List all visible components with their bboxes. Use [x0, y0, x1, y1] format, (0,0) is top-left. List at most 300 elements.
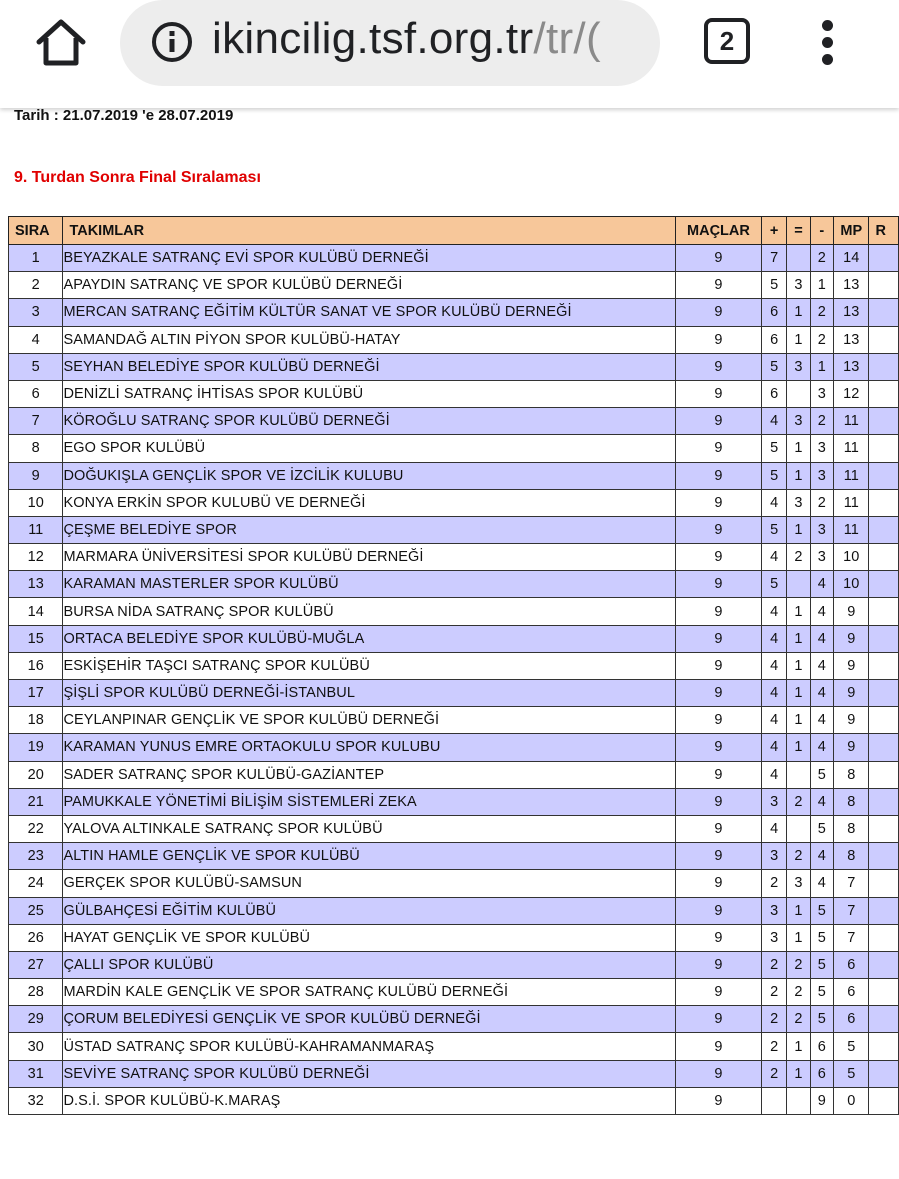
- losses-cell: 5: [810, 815, 833, 842]
- home-button[interactable]: [34, 18, 88, 68]
- r-cell: [869, 761, 899, 788]
- rank-cell: 31: [9, 1060, 63, 1087]
- header-sira: SIRA: [9, 217, 63, 245]
- match-points-cell: 5: [834, 1060, 869, 1087]
- wins-cell: 5: [761, 353, 786, 380]
- table-row: [9, 1060, 899, 1087]
- r-cell: [869, 435, 899, 462]
- losses-cell: 4: [810, 870, 833, 897]
- losses-cell: 2: [810, 245, 833, 272]
- match-points-cell: 10: [834, 571, 869, 598]
- draws-cell: 1: [787, 734, 810, 761]
- rank-cell: 29: [9, 1006, 63, 1033]
- header-mp: MP: [834, 217, 869, 245]
- r-cell: [869, 326, 899, 353]
- r-cell: [869, 680, 899, 707]
- matches-cell: 9: [675, 1006, 761, 1033]
- team-name-cell: SEYHAN BELEDİYE SPOR KULÜBÜ DERNEĞİ: [63, 353, 676, 380]
- table-row: [9, 1006, 899, 1033]
- r-cell: [869, 462, 899, 489]
- losses-cell: 2: [810, 408, 833, 435]
- draws-cell: [787, 380, 810, 407]
- table-row: [9, 408, 899, 435]
- more-vert-icon[interactable]: [818, 18, 838, 68]
- match-points-cell: 8: [834, 788, 869, 815]
- team-name-cell: ÇEŞME BELEDİYE SPOR: [63, 516, 676, 543]
- match-points-cell: 8: [834, 843, 869, 870]
- losses-cell: 4: [810, 734, 833, 761]
- match-points-cell: 6: [834, 951, 869, 978]
- match-points-cell: 11: [834, 489, 869, 516]
- wins-cell: 5: [761, 435, 786, 462]
- r-cell: [869, 1006, 899, 1033]
- team-name-cell: ESKİŞEHİR TAŞCI SATRANÇ SPOR KULÜBÜ: [63, 652, 676, 679]
- match-points-cell: 13: [834, 326, 869, 353]
- table-row: [9, 326, 899, 353]
- menu-dot: [822, 54, 833, 65]
- matches-cell: 9: [675, 897, 761, 924]
- table-row: [9, 788, 899, 815]
- rank-cell: 13: [9, 571, 63, 598]
- r-cell: [869, 571, 899, 598]
- matches-cell: 9: [675, 1033, 761, 1060]
- matches-cell: 9: [675, 245, 761, 272]
- rank-cell: 5: [9, 353, 63, 380]
- draws-cell: 1: [787, 680, 810, 707]
- section-title: 9. Turdan Sonra Final Sıralaması: [14, 169, 261, 186]
- losses-cell: 1: [810, 353, 833, 380]
- draws-cell: 1: [787, 652, 810, 679]
- r-cell: [869, 843, 899, 870]
- rank-cell: 19: [9, 734, 63, 761]
- rank-cell: 25: [9, 897, 63, 924]
- tab-count: 2: [719, 26, 735, 56]
- draws-cell: 3: [787, 870, 810, 897]
- standings-table: [8, 216, 899, 1115]
- wins-cell: 3: [761, 843, 786, 870]
- table-header-row: [9, 217, 899, 245]
- team-name-cell: MARDİN KALE GENÇLİK VE SPOR SATRANÇ KULÜBÜ DERNEĞİ: [63, 979, 676, 1006]
- rank-cell: 30: [9, 1033, 63, 1060]
- draws-cell: 1: [787, 897, 810, 924]
- draws-cell: [787, 815, 810, 842]
- team-name-cell: D.S.İ. SPOR KULÜBÜ-K.MARAŞ: [63, 1087, 676, 1114]
- losses-cell: 4: [810, 598, 833, 625]
- team-name-cell: DENİZLİ SATRANÇ İHTİSAS SPOR KULÜBÜ: [63, 380, 676, 407]
- r-cell: [869, 815, 899, 842]
- r-cell: [869, 353, 899, 380]
- draws-cell: 3: [787, 353, 810, 380]
- match-points-cell: 9: [834, 625, 869, 652]
- wins-cell: 4: [761, 734, 786, 761]
- table-row: [9, 761, 899, 788]
- wins-cell: 2: [761, 1006, 786, 1033]
- losses-cell: 5: [810, 979, 833, 1006]
- team-name-cell: MERCAN SATRANÇ EĞİTİM KÜLTÜR SANAT VE SPOR KULÜBÜ DERNEĞİ: [63, 299, 676, 326]
- header-r: R: [869, 217, 899, 245]
- team-name-cell: MARMARA ÜNİVERSİTESİ SPOR KULÜBÜ DERNEĞİ: [63, 544, 676, 571]
- team-name-cell: DOĞUKIŞLA GENÇLİK SPOR VE İZCİLİK KULUBU: [63, 462, 676, 489]
- losses-cell: 2: [810, 299, 833, 326]
- header-maclar: MAÇLAR: [675, 217, 761, 245]
- rank-cell: 9: [9, 462, 63, 489]
- matches-cell: 9: [675, 462, 761, 489]
- table-row: [9, 462, 899, 489]
- team-name-cell: GERÇEK SPOR KULÜBÜ-SAMSUN: [63, 870, 676, 897]
- table-row: [9, 1033, 899, 1060]
- url-text[interactable]: [212, 14, 601, 64]
- table-row: [9, 652, 899, 679]
- header-loss: -: [810, 217, 833, 245]
- draws-cell: 1: [787, 625, 810, 652]
- rank-cell: 12: [9, 544, 63, 571]
- team-name-cell: APAYDIN SATRANÇ VE SPOR KULÜBÜ DERNEĞİ: [63, 272, 676, 299]
- table-row: [9, 1087, 899, 1114]
- home-icon: [34, 18, 88, 68]
- draws-cell: 1: [787, 326, 810, 353]
- match-points-cell: 10: [834, 544, 869, 571]
- match-points-cell: 6: [834, 979, 869, 1006]
- matches-cell: 9: [675, 788, 761, 815]
- r-cell: [869, 245, 899, 272]
- table-row: [9, 979, 899, 1006]
- r-cell: [869, 598, 899, 625]
- draws-cell: [787, 1087, 810, 1114]
- wins-cell: [761, 1087, 786, 1114]
- team-name-cell: SEVİYE SATRANÇ SPOR KULÜBÜ DERNEĞİ: [63, 1060, 676, 1087]
- matches-cell: 9: [675, 707, 761, 734]
- matches-cell: 9: [675, 870, 761, 897]
- match-points-cell: 11: [834, 435, 869, 462]
- rank-cell: 8: [9, 435, 63, 462]
- team-name-cell: KÖROĞLU SATRANÇ SPOR KULÜBÜ DERNEĞİ: [63, 408, 676, 435]
- match-points-cell: 13: [834, 353, 869, 380]
- losses-cell: 4: [810, 652, 833, 679]
- wins-cell: 3: [761, 788, 786, 815]
- match-points-cell: 7: [834, 870, 869, 897]
- losses-cell: 3: [810, 380, 833, 407]
- match-points-cell: 5: [834, 1033, 869, 1060]
- wins-cell: 4: [761, 625, 786, 652]
- draws-cell: 1: [787, 598, 810, 625]
- matches-cell: 9: [675, 326, 761, 353]
- draws-cell: 1: [787, 299, 810, 326]
- draws-cell: 1: [787, 1060, 810, 1087]
- wins-cell: 4: [761, 408, 786, 435]
- matches-cell: 9: [675, 652, 761, 679]
- wins-cell: 6: [761, 299, 786, 326]
- match-points-cell: 9: [834, 680, 869, 707]
- r-cell: [869, 1033, 899, 1060]
- match-points-cell: 9: [834, 707, 869, 734]
- table-row: [9, 272, 899, 299]
- r-cell: [869, 272, 899, 299]
- table-row: [9, 571, 899, 598]
- losses-cell: 4: [810, 843, 833, 870]
- rank-cell: 22: [9, 815, 63, 842]
- match-points-cell: 9: [834, 652, 869, 679]
- r-cell: [869, 979, 899, 1006]
- rank-cell: 18: [9, 707, 63, 734]
- matches-cell: 9: [675, 625, 761, 652]
- match-points-cell: 13: [834, 272, 869, 299]
- matches-cell: 9: [675, 951, 761, 978]
- match-points-cell: 13: [834, 299, 869, 326]
- losses-cell: 1: [810, 272, 833, 299]
- r-cell: [869, 489, 899, 516]
- draws-cell: 2: [787, 544, 810, 571]
- wins-cell: 6: [761, 326, 786, 353]
- table-row: [9, 924, 899, 951]
- table-body: [9, 245, 899, 1115]
- wins-cell: 4: [761, 544, 786, 571]
- wins-cell: 4: [761, 598, 786, 625]
- match-points-cell: 6: [834, 1006, 869, 1033]
- losses-cell: 4: [810, 680, 833, 707]
- wins-cell: 7: [761, 245, 786, 272]
- matches-cell: 9: [675, 272, 761, 299]
- team-name-cell: KARAMAN MASTERLER SPOR KULÜBÜ: [63, 571, 676, 598]
- wins-cell: 2: [761, 870, 786, 897]
- r-cell: [869, 734, 899, 761]
- wins-cell: 2: [761, 1060, 786, 1087]
- r-cell: [869, 408, 899, 435]
- wins-cell: 2: [761, 1033, 786, 1060]
- draws-cell: 3: [787, 489, 810, 516]
- match-points-cell: 9: [834, 598, 869, 625]
- losses-cell: 2: [810, 326, 833, 353]
- draws-cell: 3: [787, 408, 810, 435]
- matches-cell: 9: [675, 761, 761, 788]
- draws-cell: 3: [787, 272, 810, 299]
- draws-cell: 1: [787, 516, 810, 543]
- r-cell: [869, 299, 899, 326]
- losses-cell: 5: [810, 924, 833, 951]
- r-cell: [869, 652, 899, 679]
- rank-cell: 11: [9, 516, 63, 543]
- table-row: [9, 897, 899, 924]
- losses-cell: 2: [810, 489, 833, 516]
- losses-cell: 5: [810, 761, 833, 788]
- table-row: [9, 299, 899, 326]
- browser-toolbar: [0, 0, 899, 108]
- team-name-cell: SADER SATRANÇ SPOR KULÜBÜ-GAZİANTEP: [63, 761, 676, 788]
- draws-cell: [787, 571, 810, 598]
- team-name-cell: ÇORUM BELEDİYESİ GENÇLİK VE SPOR KULÜBÜ DERNEĞİ: [63, 1006, 676, 1033]
- team-name-cell: YALOVA ALTINKALE SATRANÇ SPOR KULÜBÜ: [63, 815, 676, 842]
- table-row: [9, 843, 899, 870]
- matches-cell: 9: [675, 299, 761, 326]
- losses-cell: 4: [810, 571, 833, 598]
- info-icon[interactable]: [150, 20, 194, 64]
- wins-cell: 3: [761, 924, 786, 951]
- losses-cell: 5: [810, 897, 833, 924]
- r-cell: [869, 544, 899, 571]
- r-cell: [869, 707, 899, 734]
- draws-cell: 2: [787, 1006, 810, 1033]
- rank-cell: 17: [9, 680, 63, 707]
- r-cell: [869, 897, 899, 924]
- losses-cell: 4: [810, 625, 833, 652]
- table-row: [9, 516, 899, 543]
- draws-cell: 1: [787, 462, 810, 489]
- matches-cell: 9: [675, 489, 761, 516]
- wins-cell: 4: [761, 489, 786, 516]
- matches-cell: 9: [675, 380, 761, 407]
- wins-cell: 6: [761, 380, 786, 407]
- team-name-cell: ALTIN HAMLE GENÇLİK VE SPOR KULÜBÜ: [63, 843, 676, 870]
- table-row: [9, 680, 899, 707]
- match-points-cell: 14: [834, 245, 869, 272]
- r-cell: [869, 516, 899, 543]
- url-path: /tr/(: [533, 14, 601, 63]
- rank-cell: 26: [9, 924, 63, 951]
- team-name-cell: PAMUKKALE YÖNETİMİ BİLİŞİM SİSTEMLERİ ZEKA: [63, 788, 676, 815]
- team-name-cell: HAYAT GENÇLİK VE SPOR KULÜBÜ: [63, 924, 676, 951]
- match-points-cell: 11: [834, 408, 869, 435]
- rank-cell: 16: [9, 652, 63, 679]
- losses-cell: 5: [810, 951, 833, 978]
- table-row: [9, 353, 899, 380]
- table-row: [9, 489, 899, 516]
- losses-cell: 3: [810, 435, 833, 462]
- losses-cell: 3: [810, 516, 833, 543]
- header-takimlar: TAKIMLAR: [63, 217, 676, 245]
- matches-cell: 9: [675, 435, 761, 462]
- match-points-cell: 8: [834, 761, 869, 788]
- rank-cell: 32: [9, 1087, 63, 1114]
- date-range: Tarih : 21.07.2019 'e 28.07.2019: [14, 107, 234, 124]
- r-cell: [869, 380, 899, 407]
- wins-cell: 5: [761, 516, 786, 543]
- r-cell: [869, 1087, 899, 1114]
- header-win: +: [761, 217, 786, 245]
- matches-cell: 9: [675, 544, 761, 571]
- table-row: [9, 734, 899, 761]
- rank-cell: 2: [9, 272, 63, 299]
- rank-cell: 3: [9, 299, 63, 326]
- r-cell: [869, 951, 899, 978]
- rank-cell: 21: [9, 788, 63, 815]
- wins-cell: 5: [761, 462, 786, 489]
- draws-cell: 2: [787, 843, 810, 870]
- draws-cell: 2: [787, 788, 810, 815]
- matches-cell: 9: [675, 1060, 761, 1087]
- team-name-cell: ÇALLI SPOR KULÜBÜ: [63, 951, 676, 978]
- rank-cell: 10: [9, 489, 63, 516]
- rank-cell: 1: [9, 245, 63, 272]
- table-row: [9, 245, 899, 272]
- wins-cell: 4: [761, 815, 786, 842]
- match-points-cell: 11: [834, 516, 869, 543]
- team-name-cell: SAMANDAĞ ALTIN PİYON SPOR KULÜBÜ-HATAY: [63, 326, 676, 353]
- team-name-cell: BURSA NİDA SATRANÇ SPOR KULÜBÜ: [63, 598, 676, 625]
- wins-cell: 4: [761, 761, 786, 788]
- rank-cell: 7: [9, 408, 63, 435]
- team-name-cell: ŞİŞLİ SPOR KULÜBÜ DERNEĞİ-İSTANBUL: [63, 680, 676, 707]
- wins-cell: 2: [761, 951, 786, 978]
- table-row: [9, 380, 899, 407]
- losses-cell: 3: [810, 462, 833, 489]
- header-draw: =: [787, 217, 810, 245]
- matches-cell: 9: [675, 979, 761, 1006]
- rank-cell: 27: [9, 951, 63, 978]
- match-points-cell: 8: [834, 815, 869, 842]
- draws-cell: 1: [787, 435, 810, 462]
- draws-cell: 2: [787, 979, 810, 1006]
- r-cell: [869, 788, 899, 815]
- r-cell: [869, 924, 899, 951]
- team-name-cell: ÜSTAD SATRANÇ SPOR KULÜBÜ-KAHRAMANMARAŞ: [63, 1033, 676, 1060]
- rank-cell: 23: [9, 843, 63, 870]
- team-name-cell: BEYAZKALE SATRANÇ EVİ SPOR KULÜBÜ DERNEĞİ: [63, 245, 676, 272]
- wins-cell: 4: [761, 680, 786, 707]
- matches-cell: 9: [675, 353, 761, 380]
- matches-cell: 9: [675, 571, 761, 598]
- losses-cell: 4: [810, 788, 833, 815]
- wins-cell: 3: [761, 897, 786, 924]
- table-row: [9, 435, 899, 462]
- team-name-cell: CEYLANPINAR GENÇLİK VE SPOR KULÜBÜ DERNEĞİ: [63, 707, 676, 734]
- table-row: [9, 707, 899, 734]
- matches-cell: 9: [675, 843, 761, 870]
- team-name-cell: ORTACA BELEDİYE SPOR KULÜBÜ-MUĞLA: [63, 625, 676, 652]
- tabs-button[interactable]: [704, 18, 750, 64]
- losses-cell: 4: [810, 707, 833, 734]
- menu-dot: [822, 20, 833, 31]
- draws-cell: 1: [787, 1033, 810, 1060]
- table-row: [9, 598, 899, 625]
- draws-cell: 1: [787, 707, 810, 734]
- r-cell: [869, 870, 899, 897]
- rank-cell: 6: [9, 380, 63, 407]
- r-cell: [869, 1060, 899, 1087]
- wins-cell: 4: [761, 707, 786, 734]
- matches-cell: 9: [675, 680, 761, 707]
- rank-cell: 20: [9, 761, 63, 788]
- losses-cell: 3: [810, 544, 833, 571]
- draws-cell: 2: [787, 951, 810, 978]
- losses-cell: 5: [810, 1006, 833, 1033]
- rank-cell: 4: [9, 326, 63, 353]
- matches-cell: 9: [675, 924, 761, 951]
- url-host: ikincilig.tsf.org.tr: [212, 14, 534, 63]
- table-row: [9, 625, 899, 652]
- address-bar[interactable]: [120, 0, 660, 86]
- matches-cell: 9: [675, 516, 761, 543]
- wins-cell: 2: [761, 979, 786, 1006]
- team-name-cell: KONYA ERKİN SPOR KULUBÜ VE DERNEĞİ: [63, 489, 676, 516]
- match-points-cell: 7: [834, 897, 869, 924]
- wins-cell: 5: [761, 272, 786, 299]
- rank-cell: 24: [9, 870, 63, 897]
- draws-cell: [787, 761, 810, 788]
- wins-cell: 5: [761, 571, 786, 598]
- matches-cell: 9: [675, 734, 761, 761]
- match-points-cell: 12: [834, 380, 869, 407]
- matches-cell: 9: [675, 408, 761, 435]
- match-points-cell: 0: [834, 1087, 869, 1114]
- matches-cell: 9: [675, 1087, 761, 1114]
- matches-cell: 9: [675, 815, 761, 842]
- losses-cell: 6: [810, 1033, 833, 1060]
- menu-dot: [822, 37, 833, 48]
- losses-cell: 6: [810, 1060, 833, 1087]
- r-cell: [869, 625, 899, 652]
- rank-cell: 15: [9, 625, 63, 652]
- wins-cell: 4: [761, 652, 786, 679]
- rank-cell: 28: [9, 979, 63, 1006]
